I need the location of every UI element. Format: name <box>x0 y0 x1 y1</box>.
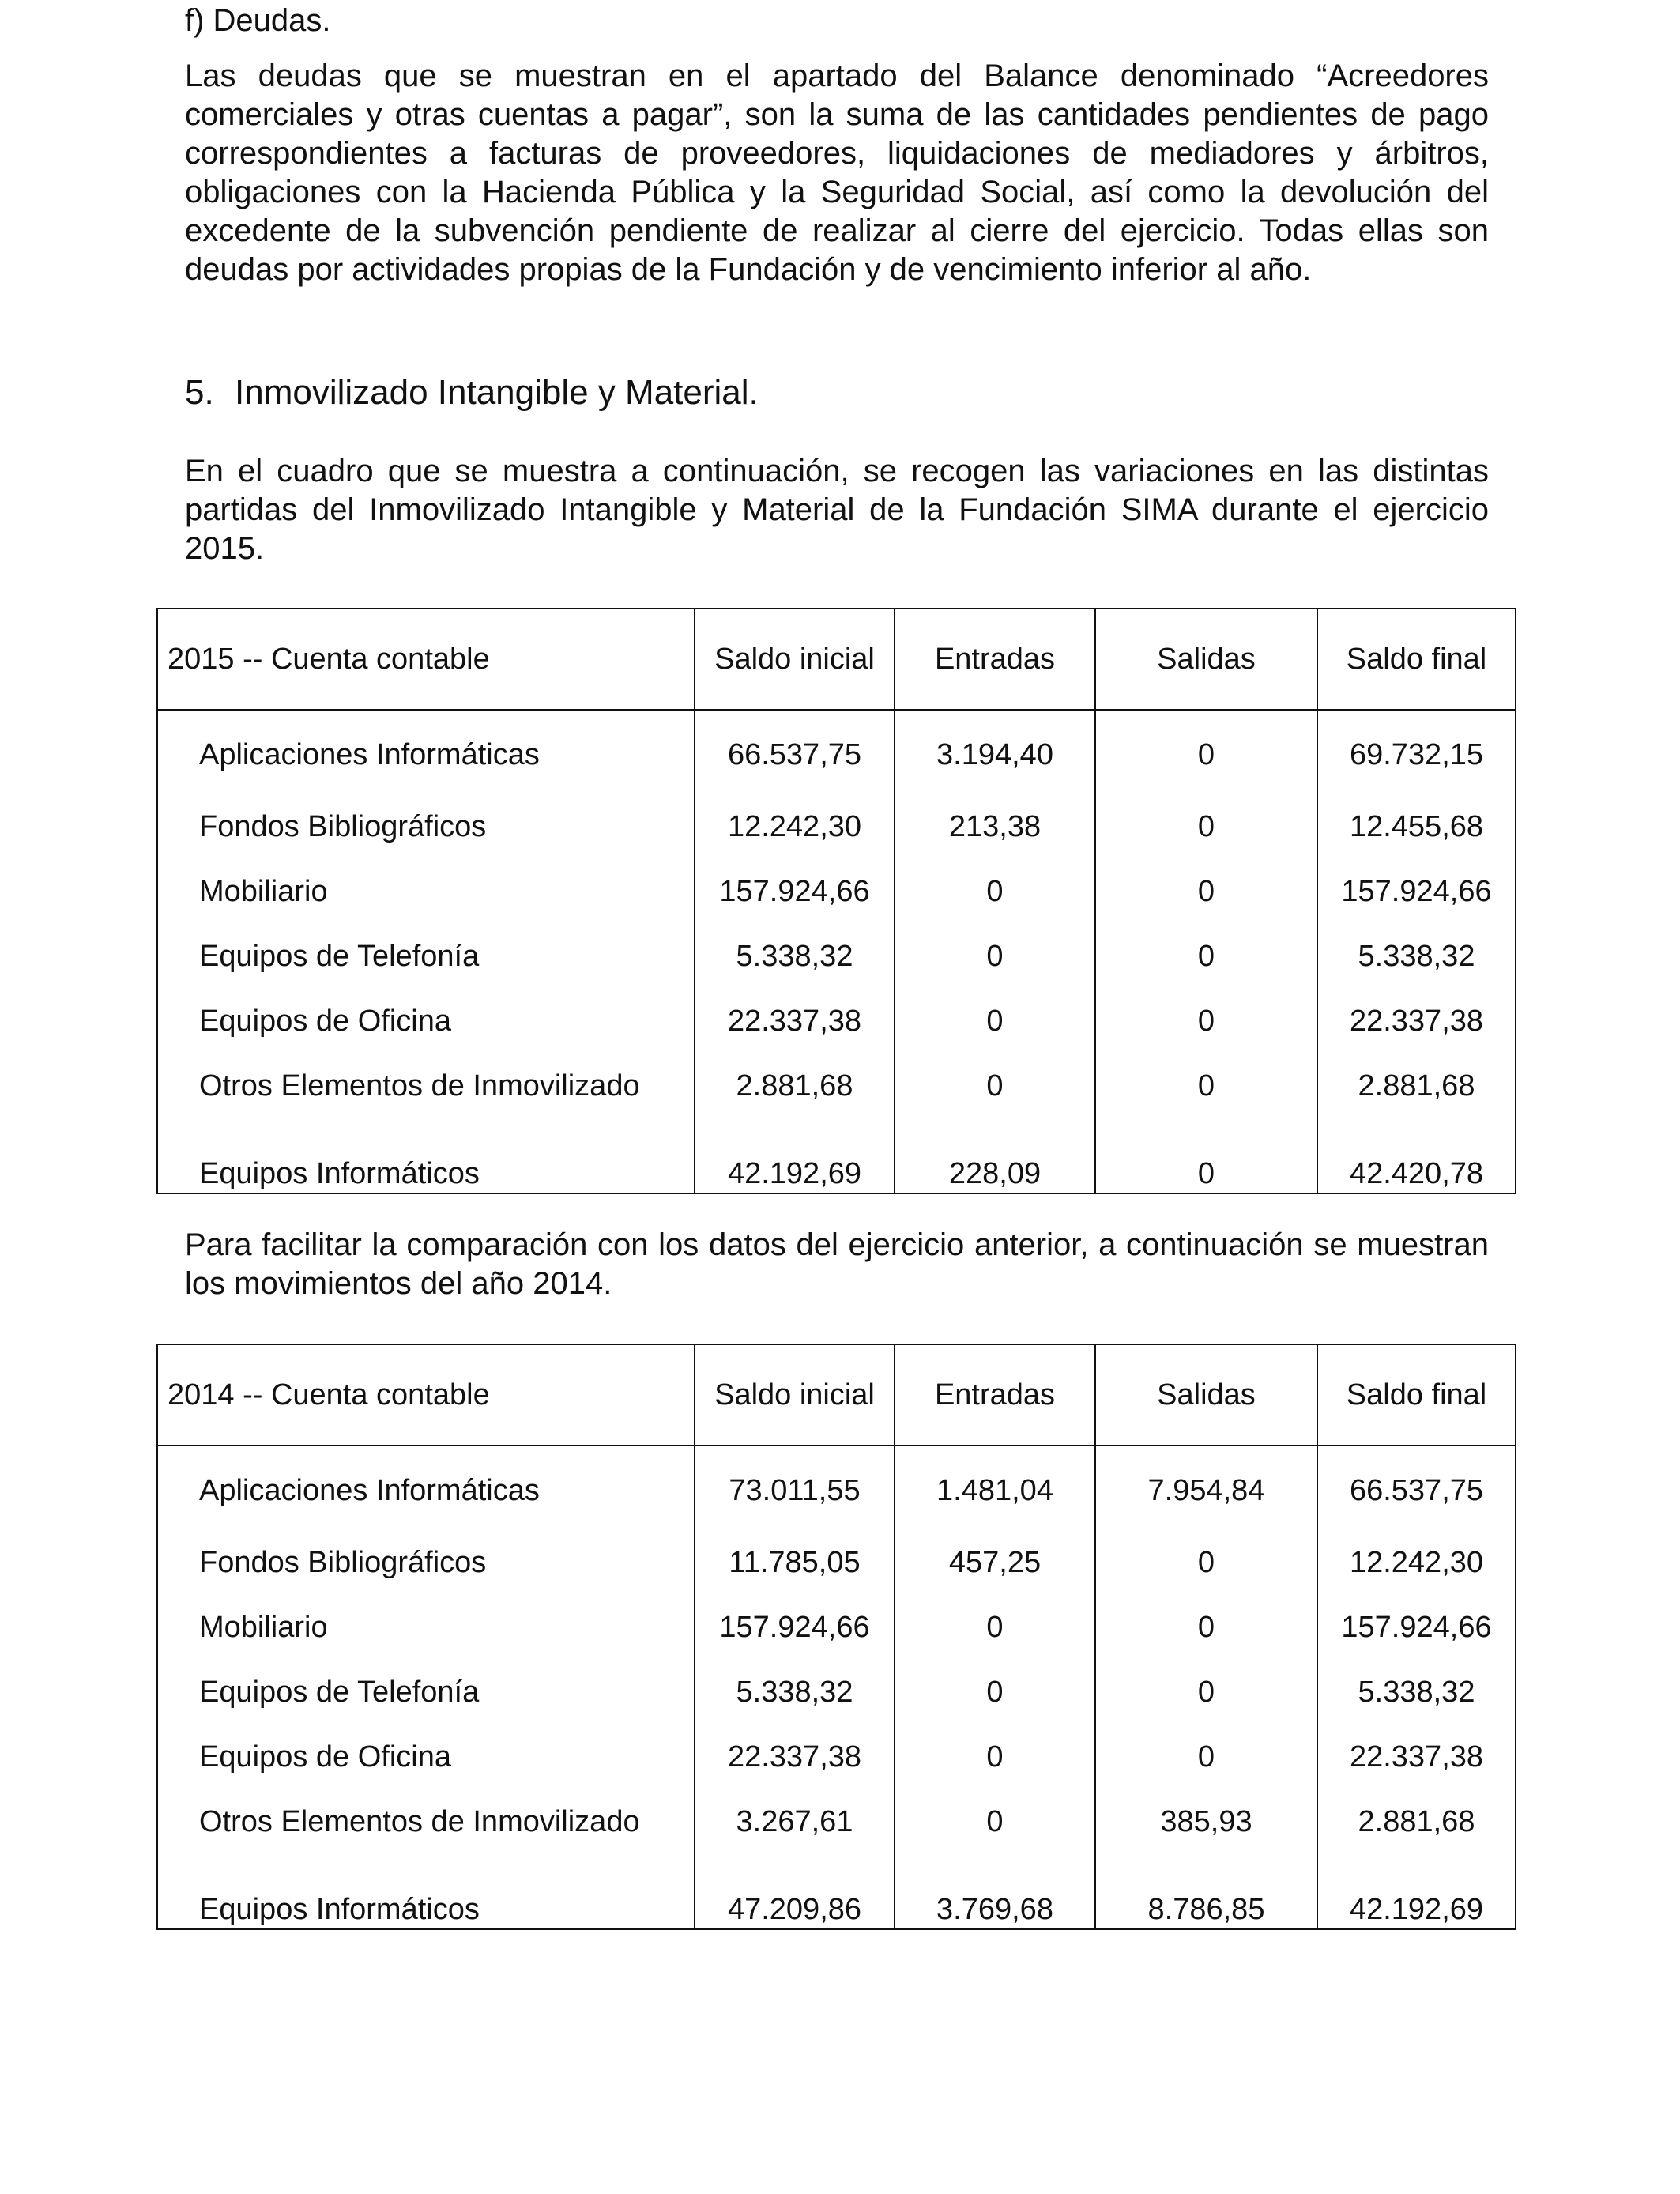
cell-salidas: 385,93 <box>1095 1789 1317 1854</box>
cell-entradas: 3.194,40 <box>895 710 1095 794</box>
cell-entradas: 0 <box>895 1725 1095 1789</box>
cell-salidas: 0 <box>1095 794 1317 859</box>
cell-saldo-inicial: 47.209,86 <box>695 1854 895 1929</box>
cell-salidas: 0 <box>1095 1118 1317 1193</box>
table-row <box>157 1725 1516 1789</box>
cell-entradas: 213,38 <box>895 794 1095 859</box>
table-row <box>157 1118 1516 1193</box>
cell-entradas: 228,09 <box>895 1118 1095 1193</box>
table-row <box>157 1530 1516 1595</box>
section-number: 5. <box>185 373 214 412</box>
table-row <box>157 710 1516 794</box>
cell-entradas: 457,25 <box>895 1530 1095 1595</box>
cell-saldo-final: 2.881,68 <box>1317 1054 1516 1118</box>
cell-salidas: 7.954,84 <box>1095 1446 1317 1530</box>
header-salidas: Salidas <box>1095 1344 1317 1446</box>
cell-saldo-final: 157.924,66 <box>1317 1595 1516 1660</box>
cell-saldo-final: 42.192,69 <box>1317 1854 1516 1929</box>
header-saldo-inicial: Saldo inicial <box>695 609 895 710</box>
table-2014 <box>156 1344 1516 1930</box>
subsection-title-deudas: f) Deudas. <box>185 3 331 38</box>
cell-account: Equipos Informáticos <box>157 1854 695 1929</box>
cell-account: Aplicaciones Informáticas <box>157 1446 695 1530</box>
cell-entradas: 0 <box>895 924 1095 989</box>
cell-account: Equipos de Oficina <box>157 989 695 1054</box>
comparison-paragraph: Para facilitar la comparación con los datos del ejercicio anterior, a continuación se muestran los movimientos del año 2014. <box>185 1227 1489 1301</box>
cell-saldo-inicial: 66.537,75 <box>695 710 895 794</box>
cell-saldo-final: 5.338,32 <box>1317 924 1516 989</box>
table-row <box>157 924 1516 989</box>
cell-entradas: 3.769,68 <box>895 1854 1095 1929</box>
cell-entradas: 0 <box>895 1789 1095 1854</box>
table-row <box>157 1446 1516 1530</box>
cell-saldo-inicial: 22.337,38 <box>695 1725 895 1789</box>
header-entradas: Entradas <box>895 1344 1095 1446</box>
table-row <box>157 1789 1516 1854</box>
cell-saldo-final: 69.732,15 <box>1317 710 1516 794</box>
cell-saldo-final: 2.881,68 <box>1317 1789 1516 1854</box>
table-row <box>157 859 1516 924</box>
header-saldo-final: Saldo final <box>1317 609 1516 710</box>
intro-paragraph: En el cuadro que se muestra a continuación, se recogen las variaciones en las distintas partidas del Inmovilizado Intangible y Material de la Fundación SIMA durante el ejercicio 2015. <box>185 454 1489 566</box>
cell-salidas: 0 <box>1095 989 1317 1054</box>
cell-salidas: 8.786,85 <box>1095 1854 1317 1929</box>
header-entradas: Entradas <box>895 609 1095 710</box>
cell-saldo-inicial: 2.881,68 <box>695 1054 895 1118</box>
cell-salidas: 0 <box>1095 1660 1317 1725</box>
cell-saldo-inicial: 157.924,66 <box>695 1595 895 1660</box>
cell-account: Equipos Informáticos <box>157 1118 695 1193</box>
cell-account: Mobiliario <box>157 859 695 924</box>
table-row <box>157 794 1516 859</box>
deudas-paragraph: Las deudas que se muestran en el apartado del Balance denominado “Acreedores comerciales y otras cuentas a pagar”, son la suma de las cantidades pendientes de pago correspondientes a facturas de proveedores, liquidaciones de mediadores y árbitros, obligaciones con la Hacienda Pública y la Seguridad Social, así como la devolución del excedente de la subvención pendiente de realizar al cierre del ejercicio. Todas ellas son deudas por actividades propias de la Fundación y de vencimiento inferior al año. <box>185 58 1489 287</box>
table-row <box>157 1595 1516 1660</box>
table-row <box>157 1854 1516 1929</box>
cell-entradas: 0 <box>895 1054 1095 1118</box>
cell-salidas: 0 <box>1095 1530 1317 1595</box>
cell-saldo-final: 42.420,78 <box>1317 1118 1516 1193</box>
header-saldo-final: Saldo final <box>1317 1344 1516 1446</box>
cell-entradas: 0 <box>895 989 1095 1054</box>
section-heading <box>185 371 759 414</box>
cell-saldo-inicial: 5.338,32 <box>695 1660 895 1725</box>
cell-salidas: 0 <box>1095 1725 1317 1789</box>
cell-salidas: 0 <box>1095 1054 1317 1118</box>
cell-saldo-inicial: 73.011,55 <box>695 1446 895 1530</box>
cell-entradas: 0 <box>895 1660 1095 1725</box>
cell-entradas: 0 <box>895 1595 1095 1660</box>
cell-account: Otros Elementos de Inmovilizado <box>157 1054 695 1118</box>
cell-saldo-final: 22.337,38 <box>1317 1725 1516 1789</box>
table-row <box>157 1054 1516 1118</box>
header-salidas: Salidas <box>1095 609 1317 710</box>
cell-saldo-final: 12.242,30 <box>1317 1530 1516 1595</box>
cell-saldo-final: 12.455,68 <box>1317 794 1516 859</box>
header-saldo-inicial: Saldo inicial <box>695 1344 895 1446</box>
cell-saldo-inicial: 5.338,32 <box>695 924 895 989</box>
table-row <box>157 1660 1516 1725</box>
table-header-row <box>157 609 1516 710</box>
cell-account: Equipos de Telefonía <box>157 1660 695 1725</box>
cell-account: Equipos de Oficina <box>157 1725 695 1789</box>
cell-entradas: 1.481,04 <box>895 1446 1095 1530</box>
cell-salidas: 0 <box>1095 859 1317 924</box>
cell-saldo-final: 157.924,66 <box>1317 859 1516 924</box>
cell-saldo-final: 5.338,32 <box>1317 1660 1516 1725</box>
cell-saldo-final: 22.337,38 <box>1317 989 1516 1054</box>
cell-account: Otros Elementos de Inmovilizado <box>157 1789 695 1854</box>
cell-salidas: 0 <box>1095 1595 1317 1660</box>
section-title: Inmovilizado Intangible y Material. <box>235 373 759 412</box>
cell-account: Mobiliario <box>157 1595 695 1660</box>
header-cuenta-contable: 2014 -- Cuenta contable <box>157 1344 695 1446</box>
cell-saldo-inicial: 3.267,61 <box>695 1789 895 1854</box>
cell-saldo-final: 66.537,75 <box>1317 1446 1516 1530</box>
cell-saldo-inicial: 11.785,05 <box>695 1530 895 1595</box>
cell-account: Equipos de Telefonía <box>157 924 695 989</box>
cell-saldo-inicial: 42.192,69 <box>695 1118 895 1193</box>
cell-salidas: 0 <box>1095 710 1317 794</box>
table-2015 <box>156 608 1516 1194</box>
table-header-row <box>157 1344 1516 1446</box>
cell-saldo-inicial: 22.337,38 <box>695 989 895 1054</box>
cell-salidas: 0 <box>1095 924 1317 989</box>
table-row <box>157 989 1516 1054</box>
cell-account: Fondos Bibliográficos <box>157 794 695 859</box>
cell-account: Aplicaciones Informáticas <box>157 710 695 794</box>
header-cuenta-contable: 2015 -- Cuenta contable <box>157 609 695 710</box>
cell-saldo-inicial: 157.924,66 <box>695 859 895 924</box>
cell-entradas: 0 <box>895 859 1095 924</box>
cell-saldo-inicial: 12.242,30 <box>695 794 895 859</box>
cell-account: Fondos Bibliográficos <box>157 1530 695 1595</box>
